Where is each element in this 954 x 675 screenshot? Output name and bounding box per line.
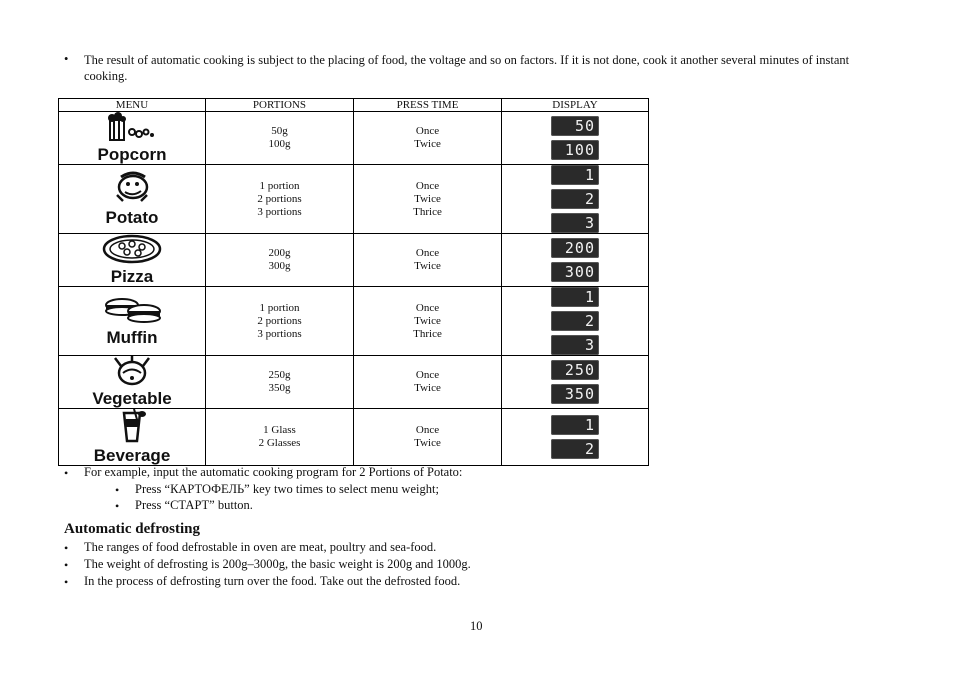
table-row [59,356,649,409]
lcd-display [551,140,599,160]
lcd-display [551,384,599,404]
lcd-value: 2 [584,190,595,208]
press-time-value: Once [415,424,440,436]
header-portions: PORTIONS [206,99,354,112]
bullet-icon: • [64,466,69,480]
press-time-value: Twice [414,314,441,327]
lcd-display [551,189,599,209]
portions-cell [206,287,354,356]
header-press-time: PRESS TIME [354,99,502,112]
menu-label: Potato [105,208,159,227]
table-row [59,409,649,466]
display-cell [502,234,649,287]
press-time-value: Twice [414,437,441,449]
menu-label: Vegetable [92,389,172,408]
lcd-display [551,116,599,136]
menu-cell [59,356,206,409]
press-time-cell [354,409,502,466]
portion-value: 3 portions [257,327,302,340]
example-step-2: Press “СТАРТ” button. [135,498,253,512]
lcd-value: 100 [564,141,595,159]
pizza-icon [59,234,205,268]
portions-cell [206,409,354,466]
lcd-value: 3 [584,214,595,232]
muffin-icon [59,295,205,329]
auto-cook-table [58,98,649,466]
bullet-icon: • [64,575,69,589]
bullet-icon: • [64,541,69,555]
intro-paragraph: The result of automatic cooking is subject to the placing of food, the voltage and so on factors. If it is not done, cook it another several minutes of instant cooking. [84,53,850,83]
lcd-value: 3 [584,336,595,354]
menu-cell [59,112,206,165]
press-time-value: Twice [414,260,441,272]
portion-value: 1 Glass [263,424,296,436]
portions-cell [206,356,354,409]
press-time-value: Twice [414,192,441,205]
press-time-value: Thrice [413,205,442,218]
page-number: 10 [470,619,483,633]
portion-value: 2 portions [257,192,302,205]
menu-label: Pizza [110,267,154,286]
lcd-display [551,262,599,282]
header-display: DISPLAY [502,99,649,112]
press-time-cell [354,356,502,409]
bullet-icon: • [64,52,69,66]
defrost-item-1: The ranges of food defrostable in oven are meat, poultry and sea-food. [84,540,437,554]
lcd-value: 50 [574,117,595,135]
table-row [59,234,649,287]
press-time-value: Once [415,301,440,314]
display-cell [502,409,649,466]
press-time-cell [354,234,502,287]
defrost-item-3: In the process of defrosting turn over the food. Take out the defrosted food. [84,574,461,588]
press-time-value: Twice [414,138,441,150]
portion-value: 2 Glasses [258,437,301,449]
press-time-value: Thrice [413,327,442,340]
lcd-value: 1 [584,166,595,184]
portion-value: 1 portion [259,179,300,192]
table-row [59,112,649,165]
press-time-value: Once [415,125,440,137]
portions-cell [206,234,354,287]
portion-value: 1 portion [259,301,300,314]
portion-value: 300g [268,260,291,272]
lcd-value: 1 [584,416,595,434]
lcd-display [551,287,599,307]
press-time-value: Twice [414,382,441,394]
bullet-icon: • [64,558,69,572]
bullet-icon: • [115,483,120,497]
vegetable-icon [59,356,205,390]
table-row [59,287,649,356]
lcd-display [551,415,599,435]
press-time-cell [354,112,502,165]
display-cell [502,112,649,165]
menu-cell [59,165,206,234]
portion-value: 250g [268,369,291,381]
menu-label: Popcorn [97,145,167,164]
portion-value: 200g [268,247,291,259]
lcd-value: 350 [564,385,595,403]
lcd-value: 1 [584,288,595,306]
bullet-icon: • [115,499,120,513]
menu-cell [59,287,206,356]
lcd-display [551,238,599,258]
menu-label: Muffin [106,328,158,347]
portions-cell [206,112,354,165]
lcd-display [551,213,599,233]
press-time-value: Once [415,247,440,259]
portion-value: 2 portions [257,314,302,327]
lcd-display [551,360,599,380]
press-time-cell [354,287,502,356]
portion-value: 3 portions [257,205,302,218]
press-time-cell [354,165,502,234]
portion-value: 50g [271,125,288,137]
section-heading: Automatic defrosting [64,521,200,537]
table-header-row [59,99,649,112]
menu-cell [59,234,206,287]
beverage-icon [59,409,205,447]
popcorn-icon [59,112,205,146]
press-time-value: Once [415,179,440,192]
example-step-1: Press “КАРТОФЕЛЬ” key two times to select menu weight; [135,482,439,496]
display-cell [502,287,649,356]
portion-value: 350g [268,382,291,394]
potato-icon [59,171,205,209]
press-time-value: Once [415,369,440,381]
lcd-display [551,439,599,459]
menu-cell [59,409,206,466]
defrost-item-2: The weight of defrosting is 200g–3000g, the basic weight is 200g and 1000g. [84,557,471,571]
display-cell [502,165,649,234]
portion-value: 100g [268,138,291,150]
portions-cell [206,165,354,234]
menu-label: Beverage [93,446,171,465]
lcd-value: 250 [564,361,595,379]
table-row [59,165,649,234]
lcd-value: 200 [564,239,595,257]
lcd-value: 300 [564,263,595,281]
example-lead: For example, input the automatic cooking program for 2 Portions of Potato: [84,465,463,479]
lcd-value: 2 [584,312,595,330]
lcd-display [551,335,599,355]
lcd-display [551,311,599,331]
display-cell [502,356,649,409]
lcd-value: 2 [584,440,595,458]
header-menu: MENU [59,99,206,112]
lcd-display [551,165,599,185]
